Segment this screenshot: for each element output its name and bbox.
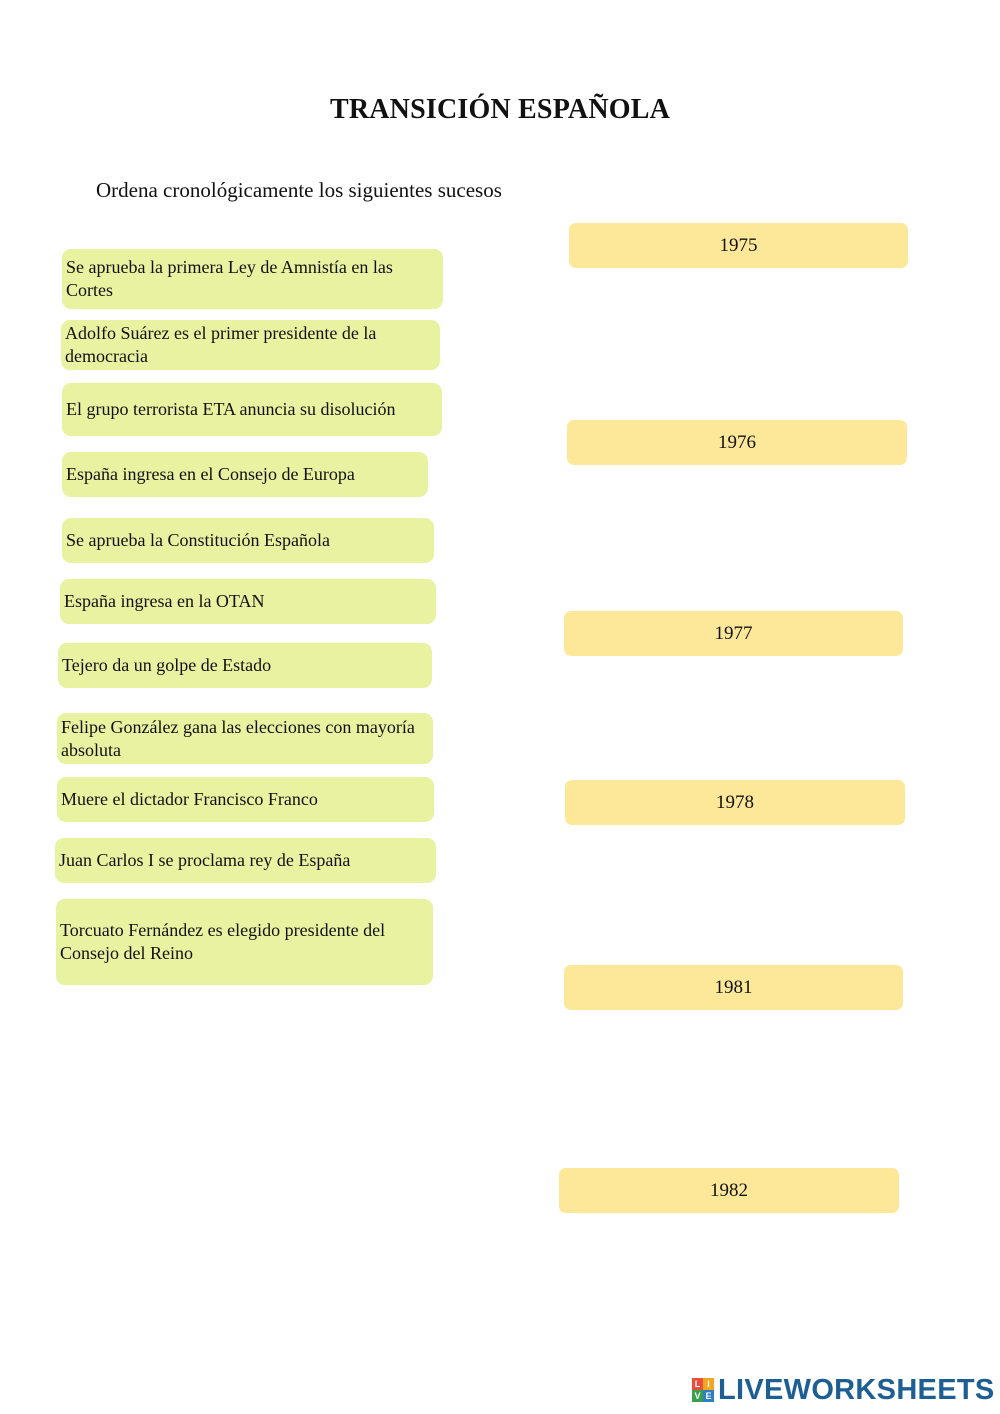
year-box-1978[interactable]: 1978 [565,780,905,825]
logo-mark-letter: I [703,1378,714,1390]
event-card-torcuato-fernandez[interactable]: Torcuato Fernández es elegido presidente del Consejo del Reino [56,899,433,985]
event-card-franco-death[interactable]: Muere el dictador Francisco Franco [57,777,434,822]
liveworksheets-logo-text: LIVEWORKSHEETS [718,1373,995,1406]
logo-mark-letter: E [703,1390,714,1402]
logo-mark-letter: V [692,1390,703,1402]
event-card-nato[interactable]: España ingresa en la OTAN [60,579,436,624]
event-card-council-of-europe[interactable]: España ingresa en el Consejo de Europa [62,452,428,497]
event-card-tejero-coup[interactable]: Tejero da un golpe de Estado [58,643,432,688]
event-card-amnesty-law[interactable]: Se aprueba la primera Ley de Amnistía en las Cortes [62,249,443,309]
liveworksheets-logo-mark [692,1378,714,1402]
event-card-eta-dissolution[interactable]: El grupo terrorista ETA anuncia su disolución [62,383,442,436]
liveworksheets-logo [692,1374,995,1406]
event-card-constitution[interactable]: Se aprueba la Constitución Española [62,518,434,563]
year-box-1982[interactable]: 1982 [559,1168,899,1213]
year-box-1981[interactable]: 1981 [564,965,903,1010]
year-box-1977[interactable]: 1977 [564,611,903,656]
logo-mark-letter: L [692,1378,703,1390]
year-box-1976[interactable]: 1976 [567,420,907,465]
event-card-juan-carlos-king[interactable]: Juan Carlos I se proclama rey de España [55,838,436,883]
instruction-text: Ordena cronológicamente los siguientes sucesos [96,178,502,202]
event-card-gonzalez-elections[interactable]: Felipe González gana las elecciones con mayoría absoluta [57,713,433,764]
page-title: TRANSICIÓN ESPAÑOLA [329,94,671,125]
year-box-1975[interactable]: 1975 [569,223,908,268]
event-card-suarez-president[interactable]: Adolfo Suárez es el primer presidente de la democracia [61,320,440,370]
